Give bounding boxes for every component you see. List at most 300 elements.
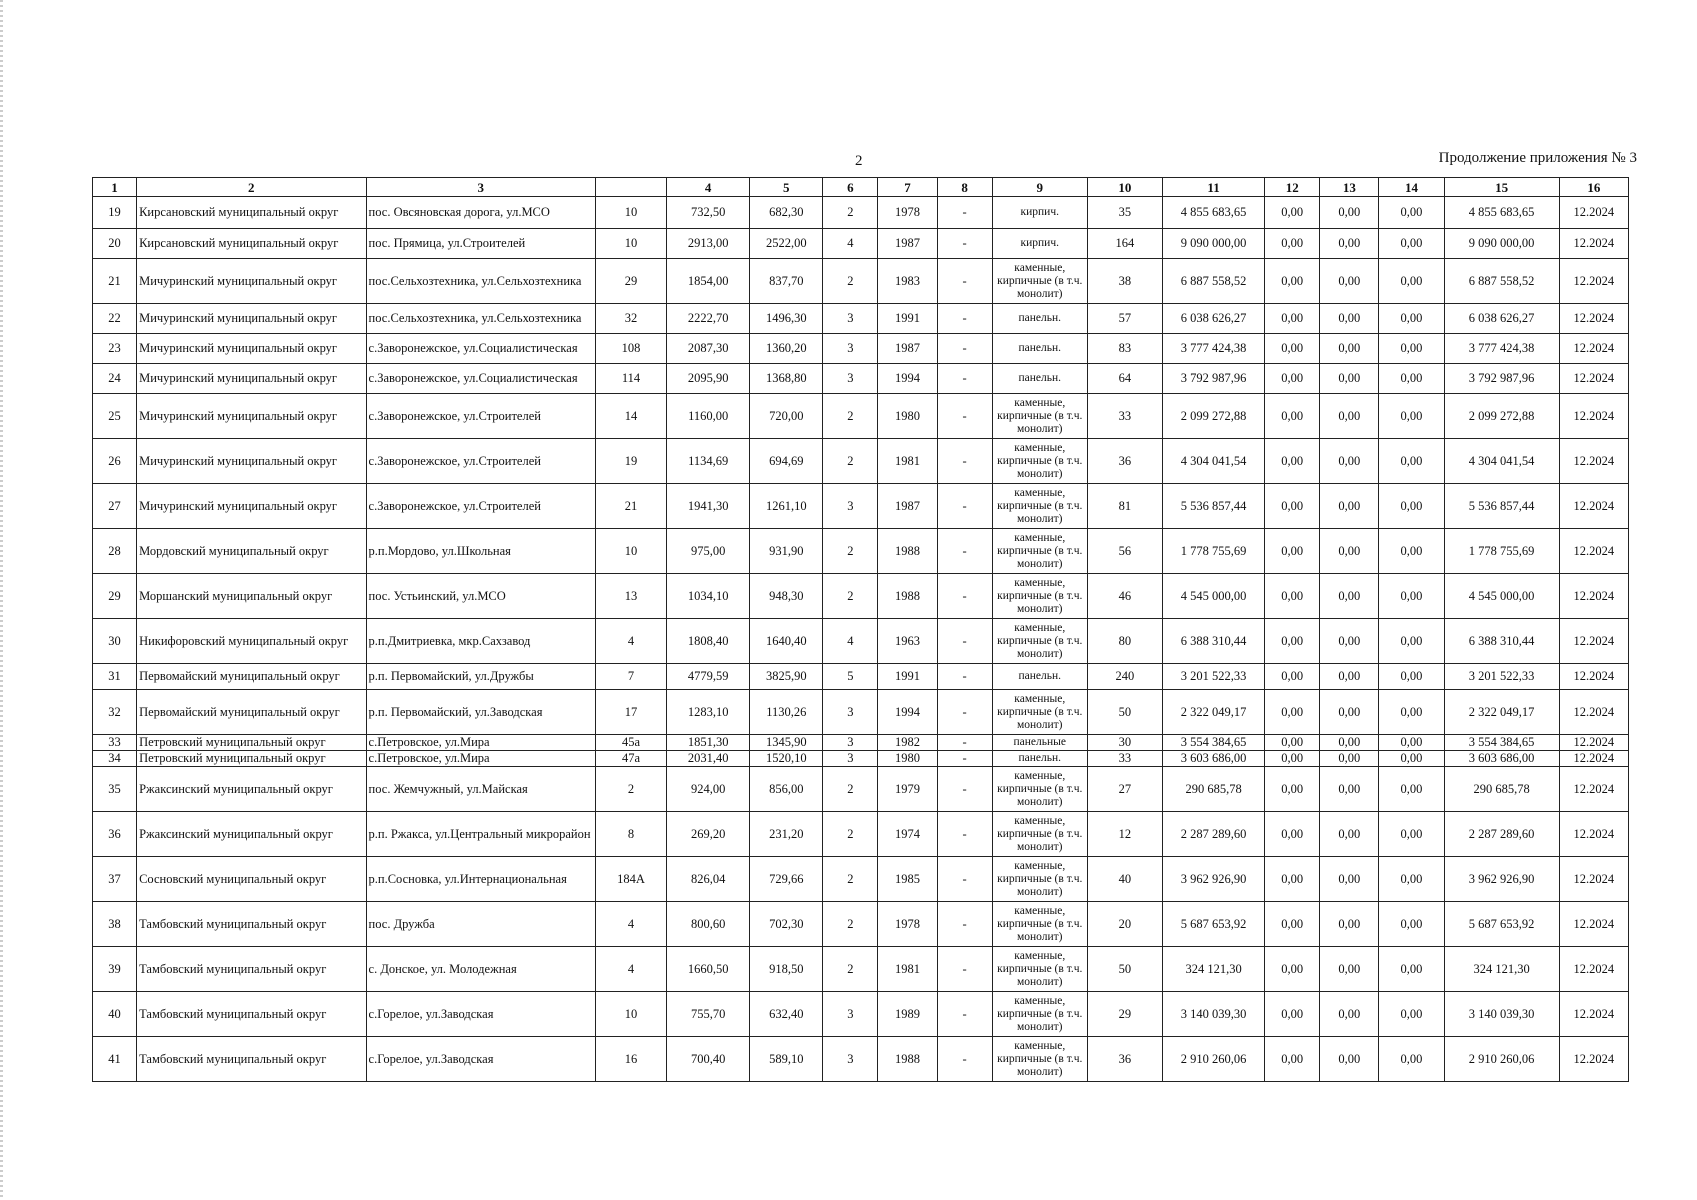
table-cell: каменные, кирпичные (в т.ч. монолит) bbox=[992, 574, 1087, 619]
table-cell: 27 bbox=[93, 484, 137, 529]
table-cell: 0,00 bbox=[1265, 767, 1320, 812]
table-cell: 2 bbox=[823, 394, 878, 439]
table-cell: 38 bbox=[1087, 259, 1162, 304]
table-cell: 39 bbox=[93, 947, 137, 992]
table-row bbox=[93, 902, 1629, 947]
table-cell: 40 bbox=[1087, 857, 1162, 902]
table-cell: 0,00 bbox=[1265, 812, 1320, 857]
table-cell: 3 bbox=[823, 751, 878, 767]
table-cell: 2 322 049,17 bbox=[1444, 690, 1559, 735]
table-cell: пос.Сельхозтехника, ул.Сельхозтехника bbox=[366, 259, 595, 304]
table-cell: 1854,00 bbox=[667, 259, 750, 304]
table-cell: Кирсановский муниципальный округ bbox=[137, 197, 366, 229]
table-cell: 10 bbox=[595, 229, 666, 259]
table-row bbox=[93, 364, 1629, 394]
table-cell: 0,00 bbox=[1320, 1037, 1379, 1082]
table-cell: Тамбовский муниципальный округ bbox=[137, 1037, 366, 1082]
table-cell: 4 bbox=[595, 947, 666, 992]
table-cell: 3 777 424,38 bbox=[1444, 334, 1559, 364]
column-header: 12 bbox=[1265, 178, 1320, 197]
table-cell: 0,00 bbox=[1265, 364, 1320, 394]
table-cell: 41 bbox=[93, 1037, 137, 1082]
table-cell: каменные, кирпичные (в т.ч. монолит) bbox=[992, 529, 1087, 574]
column-header: 5 bbox=[750, 178, 823, 197]
table-cell: 1980 bbox=[878, 394, 937, 439]
table-cell: 1980 bbox=[878, 751, 937, 767]
table-cell: 2 322 049,17 bbox=[1162, 690, 1264, 735]
table-cell: - bbox=[937, 364, 992, 394]
table-cell: 2 bbox=[823, 947, 878, 992]
table-cell: 0,00 bbox=[1265, 664, 1320, 690]
table-cell: каменные, кирпичные (в т.ч. монолит) bbox=[992, 767, 1087, 812]
table-cell: каменные, кирпичные (в т.ч. монолит) bbox=[992, 1037, 1087, 1082]
table-cell: 0,00 bbox=[1265, 619, 1320, 664]
table-cell: - bbox=[937, 812, 992, 857]
table-cell: 184А bbox=[595, 857, 666, 902]
table-cell: 3 bbox=[823, 334, 878, 364]
table-cell: пос. Устьинский, ул.МСО bbox=[366, 574, 595, 619]
table-cell: 0,00 bbox=[1379, 394, 1444, 439]
table-row bbox=[93, 947, 1629, 992]
table-row bbox=[93, 992, 1629, 1037]
table-cell: 0,00 bbox=[1379, 992, 1444, 1037]
table-cell: 29 bbox=[595, 259, 666, 304]
table-row bbox=[93, 690, 1629, 735]
table-cell: 22 bbox=[93, 304, 137, 334]
table-cell: 2095,90 bbox=[667, 364, 750, 394]
table-cell: 1981 bbox=[878, 947, 937, 992]
table-row bbox=[93, 574, 1629, 619]
table-cell: каменные, кирпичные (в т.ч. монолит) bbox=[992, 690, 1087, 735]
table-cell: - bbox=[937, 259, 992, 304]
table-cell: 324 121,30 bbox=[1444, 947, 1559, 992]
column-header: 10 bbox=[1087, 178, 1162, 197]
table-cell: Мичуринский муниципальный округ bbox=[137, 259, 366, 304]
column-header: 2 bbox=[137, 178, 366, 197]
table-cell: 0,00 bbox=[1265, 1037, 1320, 1082]
table-cell: 0,00 bbox=[1265, 334, 1320, 364]
table-cell: каменные, кирпичные (в т.ч. монолит) bbox=[992, 619, 1087, 664]
table-cell: 4 bbox=[823, 229, 878, 259]
table-cell: 2 bbox=[823, 439, 878, 484]
column-header: 8 bbox=[937, 178, 992, 197]
table-cell: 35 bbox=[1087, 197, 1162, 229]
table-cell: Сосновский муниципальный округ bbox=[137, 857, 366, 902]
table-cell: 2 910 260,06 bbox=[1162, 1037, 1264, 1082]
table-cell: - bbox=[937, 574, 992, 619]
table-cell: - bbox=[937, 664, 992, 690]
table-cell: с.Горелое, ул.Заводская bbox=[366, 1037, 595, 1082]
table-cell: 12.2024 bbox=[1559, 664, 1628, 690]
table-cell: 1941,30 bbox=[667, 484, 750, 529]
table-cell: 0,00 bbox=[1265, 574, 1320, 619]
table-cell: 0,00 bbox=[1379, 484, 1444, 529]
table-cell: 1987 bbox=[878, 334, 937, 364]
table-cell: 6 887 558,52 bbox=[1444, 259, 1559, 304]
table-cell: 12 bbox=[1087, 812, 1162, 857]
table-cell: 1974 bbox=[878, 812, 937, 857]
table-cell: 0,00 bbox=[1379, 334, 1444, 364]
table-cell: 5 536 857,44 bbox=[1162, 484, 1264, 529]
table-cell: 1 778 755,69 bbox=[1444, 529, 1559, 574]
table-cell: 0,00 bbox=[1265, 304, 1320, 334]
column-header: 6 bbox=[823, 178, 878, 197]
table-cell: 0,00 bbox=[1320, 439, 1379, 484]
table-cell: 4 bbox=[595, 619, 666, 664]
table-cell: каменные, кирпичные (в т.ч. монолит) bbox=[992, 812, 1087, 857]
table-cell: 1985 bbox=[878, 857, 937, 902]
table-cell: 12.2024 bbox=[1559, 229, 1628, 259]
table-cell: пос. Жемчужный, ул.Майская bbox=[366, 767, 595, 812]
table-cell: р.п.Дмитриевка, мкр.Сахзавод bbox=[366, 619, 595, 664]
table-cell: 28 bbox=[93, 529, 137, 574]
table-cell: 0,00 bbox=[1379, 619, 1444, 664]
table-cell: 40 bbox=[93, 992, 137, 1037]
table-cell: 12.2024 bbox=[1559, 484, 1628, 529]
table-cell: 0,00 bbox=[1320, 690, 1379, 735]
table-cell: - bbox=[937, 751, 992, 767]
table-cell: 33 bbox=[1087, 394, 1162, 439]
table-cell: 0,00 bbox=[1379, 664, 1444, 690]
table-cell: 20 bbox=[1087, 902, 1162, 947]
column-header: 13 bbox=[1320, 178, 1379, 197]
table-cell: 2 bbox=[823, 197, 878, 229]
table-cell: с.Заворонежское, ул.Строителей bbox=[366, 484, 595, 529]
table-cell: 3 140 039,30 bbox=[1162, 992, 1264, 1037]
table-cell: 1520,10 bbox=[750, 751, 823, 767]
table-cell: каменные, кирпичные (в т.ч. монолит) bbox=[992, 902, 1087, 947]
table-cell: с.Заворонежское, ул.Социалистическая bbox=[366, 364, 595, 394]
table-cell: Мордовский муниципальный округ bbox=[137, 529, 366, 574]
table-cell: 0,00 bbox=[1379, 947, 1444, 992]
table-cell: 0,00 bbox=[1379, 735, 1444, 751]
table-cell: 931,90 bbox=[750, 529, 823, 574]
table-cell: 729,66 bbox=[750, 857, 823, 902]
table-cell: 3 bbox=[823, 1037, 878, 1082]
table-cell: 0,00 bbox=[1379, 304, 1444, 334]
table-cell: пос. Прямица, ул.Строителей bbox=[366, 229, 595, 259]
table-cell: 3 603 686,00 bbox=[1162, 751, 1264, 767]
table-cell: 32 bbox=[595, 304, 666, 334]
table-cell: 1978 bbox=[878, 197, 937, 229]
table-cell: 17 bbox=[595, 690, 666, 735]
table-cell: 3 bbox=[823, 304, 878, 334]
table-cell: 0,00 bbox=[1265, 735, 1320, 751]
table-cell: 29 bbox=[93, 574, 137, 619]
table-cell: 800,60 bbox=[667, 902, 750, 947]
table-cell: 4 855 683,65 bbox=[1162, 197, 1264, 229]
table-cell: 3 603 686,00 bbox=[1444, 751, 1559, 767]
table-cell: 10 bbox=[595, 529, 666, 574]
table-cell: 0,00 bbox=[1320, 484, 1379, 529]
table-cell: Мичуринский муниципальный округ bbox=[137, 484, 366, 529]
table-cell: 2 bbox=[823, 812, 878, 857]
table-cell: 12.2024 bbox=[1559, 364, 1628, 394]
table-cell: 1034,10 bbox=[667, 574, 750, 619]
table-cell: - bbox=[937, 394, 992, 439]
table-cell: 1978 bbox=[878, 902, 937, 947]
table-cell: 81 bbox=[1087, 484, 1162, 529]
table-cell: каменные, кирпичные (в т.ч. монолит) bbox=[992, 484, 1087, 529]
table-cell: 0,00 bbox=[1320, 304, 1379, 334]
table-cell: 1360,20 bbox=[750, 334, 823, 364]
scan-edge-artifact bbox=[0, 0, 3, 1200]
table-cell: 0,00 bbox=[1379, 812, 1444, 857]
table-cell: Моршанский муниципальный округ bbox=[137, 574, 366, 619]
table-cell: 12.2024 bbox=[1559, 947, 1628, 992]
table-cell: 240 bbox=[1087, 664, 1162, 690]
table-cell: р.п. Ржакса, ул.Центральный микрорайон bbox=[366, 812, 595, 857]
table-row bbox=[93, 1037, 1629, 1082]
table-cell: 3 140 039,30 bbox=[1444, 992, 1559, 1037]
table-cell: 324 121,30 bbox=[1162, 947, 1264, 992]
table-cell: 1261,10 bbox=[750, 484, 823, 529]
table-cell: 6 388 310,44 bbox=[1444, 619, 1559, 664]
table-cell: 0,00 bbox=[1379, 902, 1444, 947]
table-cell: 3 792 987,96 bbox=[1444, 364, 1559, 394]
table-cell: Тамбовский муниципальный округ bbox=[137, 947, 366, 992]
table-cell: 29 bbox=[1087, 992, 1162, 1037]
table-cell: 682,30 bbox=[750, 197, 823, 229]
table-cell: панельн. bbox=[992, 364, 1087, 394]
table-cell: Мичуринский муниципальный округ bbox=[137, 364, 366, 394]
table-cell: 0,00 bbox=[1265, 902, 1320, 947]
table-cell: 1988 bbox=[878, 529, 937, 574]
table-cell: 12.2024 bbox=[1559, 812, 1628, 857]
table-cell: - bbox=[937, 529, 992, 574]
table-cell: 0,00 bbox=[1265, 529, 1320, 574]
table-header-row bbox=[93, 178, 1629, 197]
table-cell: 27 bbox=[1087, 767, 1162, 812]
table-cell: 0,00 bbox=[1320, 259, 1379, 304]
table-cell: 12.2024 bbox=[1559, 197, 1628, 229]
table-cell: 24 bbox=[93, 364, 137, 394]
table-cell: 0,00 bbox=[1320, 767, 1379, 812]
table-cell: 2913,00 bbox=[667, 229, 750, 259]
table-cell: 6 038 626,27 bbox=[1162, 304, 1264, 334]
table-cell: 12.2024 bbox=[1559, 439, 1628, 484]
page-number: 2 bbox=[855, 153, 863, 169]
table-cell: р.п.Сосновка, ул.Интернациональная bbox=[366, 857, 595, 902]
table-cell: пос. Овсяновская дорога, ул.МСО bbox=[366, 197, 595, 229]
column-header: 3 bbox=[366, 178, 595, 197]
table-cell: каменные, кирпичные (в т.ч. монолит) bbox=[992, 394, 1087, 439]
table-cell: 21 bbox=[595, 484, 666, 529]
column-header: 9 bbox=[992, 178, 1087, 197]
table-cell: 23 bbox=[93, 334, 137, 364]
table-cell: 0,00 bbox=[1320, 529, 1379, 574]
table-cell: 12.2024 bbox=[1559, 1037, 1628, 1082]
table-row bbox=[93, 334, 1629, 364]
table-cell: 2 287 289,60 bbox=[1444, 812, 1559, 857]
table-cell: 12.2024 bbox=[1559, 902, 1628, 947]
table-cell: 4 bbox=[595, 902, 666, 947]
table-cell: 856,00 bbox=[750, 767, 823, 812]
table-cell: 0,00 bbox=[1320, 857, 1379, 902]
table-cell: 837,70 bbox=[750, 259, 823, 304]
table-cell: 2522,00 bbox=[750, 229, 823, 259]
table-cell: 33 bbox=[93, 735, 137, 751]
table-cell: 47а bbox=[595, 751, 666, 767]
table-cell: 64 bbox=[1087, 364, 1162, 394]
table-cell: 2 bbox=[823, 857, 878, 902]
table-cell: 56 bbox=[1087, 529, 1162, 574]
table-cell: 826,04 bbox=[667, 857, 750, 902]
table-row bbox=[93, 619, 1629, 664]
table-cell: 0,00 bbox=[1379, 529, 1444, 574]
table-cell: 755,70 bbox=[667, 992, 750, 1037]
table-cell: 10 bbox=[595, 992, 666, 1037]
table-cell: Никифоровский муниципальный округ bbox=[137, 619, 366, 664]
table-row bbox=[93, 529, 1629, 574]
table-cell: 31 bbox=[93, 664, 137, 690]
table-row bbox=[93, 259, 1629, 304]
table-cell: 1 778 755,69 bbox=[1162, 529, 1264, 574]
table-cell: 0,00 bbox=[1320, 197, 1379, 229]
table-cell: 2 bbox=[823, 529, 878, 574]
table-cell: Первомайский муниципальный округ bbox=[137, 664, 366, 690]
table-cell: - bbox=[937, 304, 992, 334]
table-cell: 1134,69 bbox=[667, 439, 750, 484]
table-cell: с.Заворонежское, ул.Социалистическая bbox=[366, 334, 595, 364]
table-cell: 694,69 bbox=[750, 439, 823, 484]
table-cell: Первомайский муниципальный округ bbox=[137, 690, 366, 735]
table-cell: 1991 bbox=[878, 664, 937, 690]
table-cell: Петровский муниципальный округ bbox=[137, 751, 366, 767]
table-row bbox=[93, 767, 1629, 812]
appendix-caption: Продолжение приложения № 3 bbox=[1438, 150, 1637, 166]
table-cell: панельн. bbox=[992, 334, 1087, 364]
table-row bbox=[93, 304, 1629, 334]
table-cell: 3 bbox=[823, 364, 878, 394]
table-cell: 7 bbox=[595, 664, 666, 690]
table-cell: - bbox=[937, 992, 992, 1037]
table-cell: 0,00 bbox=[1320, 902, 1379, 947]
table-cell: 12.2024 bbox=[1559, 992, 1628, 1037]
table-cell: 0,00 bbox=[1265, 484, 1320, 529]
table-cell: панельные bbox=[992, 735, 1087, 751]
table-cell: 0,00 bbox=[1379, 439, 1444, 484]
table-cell: 2031,40 bbox=[667, 751, 750, 767]
table-cell: 50 bbox=[1087, 947, 1162, 992]
table-cell: 4 545 000,00 bbox=[1162, 574, 1264, 619]
table-cell: 918,50 bbox=[750, 947, 823, 992]
table-cell: каменные, кирпичные (в т.ч. монолит) bbox=[992, 439, 1087, 484]
table-cell: 0,00 bbox=[1379, 197, 1444, 229]
table-cell: каменные, кирпичные (в т.ч. монолит) bbox=[992, 992, 1087, 1037]
table-cell: 5 bbox=[823, 664, 878, 690]
table-cell: 975,00 bbox=[667, 529, 750, 574]
table-cell: 0,00 bbox=[1265, 259, 1320, 304]
table-cell: 2 099 272,88 bbox=[1444, 394, 1559, 439]
table-cell: 0,00 bbox=[1379, 1037, 1444, 1082]
table-cell: 2 bbox=[823, 767, 878, 812]
table-cell: каменные, кирпичные (в т.ч. монолит) bbox=[992, 857, 1087, 902]
table-cell: с.Петровское, ул.Мира bbox=[366, 735, 595, 751]
table-cell: 3 201 522,33 bbox=[1444, 664, 1559, 690]
table-cell: 8 bbox=[595, 812, 666, 857]
table-cell: - bbox=[937, 735, 992, 751]
table-row bbox=[93, 439, 1629, 484]
table-cell: - bbox=[937, 947, 992, 992]
table-cell: - bbox=[937, 619, 992, 664]
table-cell: 1988 bbox=[878, 1037, 937, 1082]
table-cell: - bbox=[937, 857, 992, 902]
table-cell: 35 bbox=[93, 767, 137, 812]
table-cell: 1160,00 bbox=[667, 394, 750, 439]
table-cell: 0,00 bbox=[1265, 439, 1320, 484]
table-cell: каменные, кирпичные (в т.ч. монолит) bbox=[992, 259, 1087, 304]
table-cell: 5 536 857,44 bbox=[1444, 484, 1559, 529]
table-cell: 1808,40 bbox=[667, 619, 750, 664]
column-header: 1 bbox=[93, 178, 137, 197]
table-cell: 0,00 bbox=[1320, 664, 1379, 690]
table-cell: р.п. Первомайский, ул.Заводская bbox=[366, 690, 595, 735]
table-cell: Петровский муниципальный округ bbox=[137, 735, 366, 751]
table-cell: 589,10 bbox=[750, 1037, 823, 1082]
table-cell: 50 bbox=[1087, 690, 1162, 735]
table-cell: 36 bbox=[93, 812, 137, 857]
table-cell: 0,00 bbox=[1320, 812, 1379, 857]
table-cell: 30 bbox=[1087, 735, 1162, 751]
table-cell: 12.2024 bbox=[1559, 334, 1628, 364]
table-cell: 1982 bbox=[878, 735, 937, 751]
table-cell: 1994 bbox=[878, 690, 937, 735]
table-row bbox=[93, 751, 1629, 767]
column-header: 4 bbox=[667, 178, 750, 197]
table-cell: 6 887 558,52 bbox=[1162, 259, 1264, 304]
table-cell: 0,00 bbox=[1320, 334, 1379, 364]
table-cell: 26 bbox=[93, 439, 137, 484]
table-row bbox=[93, 394, 1629, 439]
table-cell: 10 bbox=[595, 197, 666, 229]
table-cell: пос.Сельхозтехника, ул.Сельхозтехника bbox=[366, 304, 595, 334]
table-cell: 700,40 bbox=[667, 1037, 750, 1082]
table-cell: 0,00 bbox=[1265, 947, 1320, 992]
table-cell: 3 792 987,96 bbox=[1162, 364, 1264, 394]
column-header: 7 bbox=[878, 178, 937, 197]
table-cell: р.п. Первомайский, ул.Дружбы bbox=[366, 664, 595, 690]
table-cell: 0,00 bbox=[1320, 364, 1379, 394]
table-cell: 1130,26 bbox=[750, 690, 823, 735]
table-cell: 16 bbox=[595, 1037, 666, 1082]
table-cell: 0,00 bbox=[1265, 751, 1320, 767]
table-cell: Кирсановский муниципальный округ bbox=[137, 229, 366, 259]
table-cell: Ржаксинский муниципальный округ bbox=[137, 812, 366, 857]
table-cell: 720,00 bbox=[750, 394, 823, 439]
table-cell: 1988 bbox=[878, 574, 937, 619]
table-row bbox=[93, 664, 1629, 690]
table-cell: 164 bbox=[1087, 229, 1162, 259]
table-cell: 1345,90 bbox=[750, 735, 823, 751]
table-cell: панельн. bbox=[992, 664, 1087, 690]
table-cell: 12.2024 bbox=[1559, 751, 1628, 767]
table-row bbox=[93, 229, 1629, 259]
table-cell: 1987 bbox=[878, 229, 937, 259]
table-cell: Мичуринский муниципальный округ bbox=[137, 394, 366, 439]
column-header bbox=[595, 178, 666, 197]
table-cell: 45а bbox=[595, 735, 666, 751]
table-cell: 38 bbox=[93, 902, 137, 947]
table-cell: 3825,90 bbox=[750, 664, 823, 690]
table-cell: 0,00 bbox=[1320, 574, 1379, 619]
table-cell: - bbox=[937, 690, 992, 735]
table-cell: 37 bbox=[93, 857, 137, 902]
table-cell: 0,00 bbox=[1265, 690, 1320, 735]
table-cell: 0,00 bbox=[1320, 394, 1379, 439]
table-cell: с.Заворонежское, ул.Строителей bbox=[366, 394, 595, 439]
table-cell: 3 962 926,90 bbox=[1162, 857, 1264, 902]
